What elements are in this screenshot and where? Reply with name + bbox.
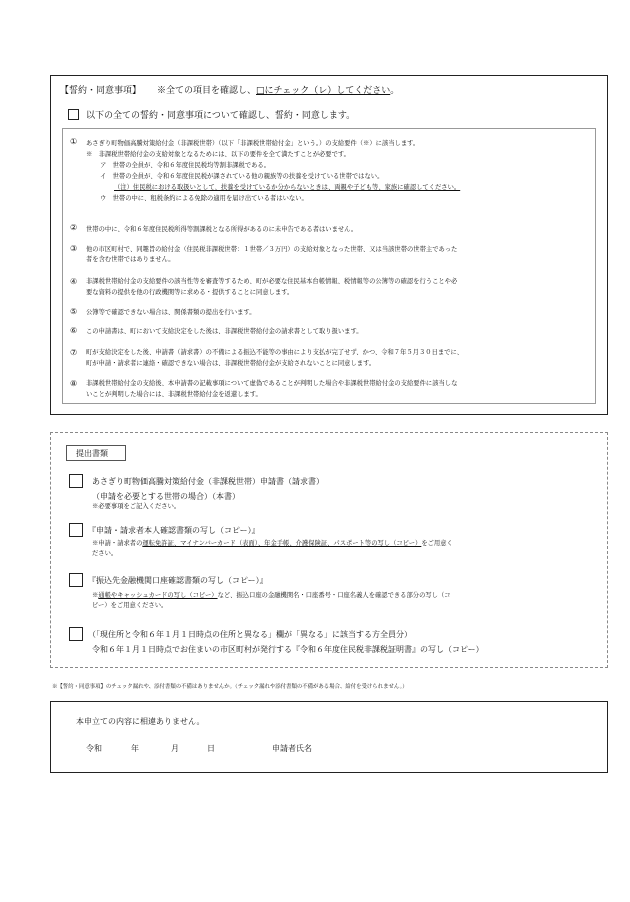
item-1-line: あさぎり町物価高騰対策給付金（非課税世帯）（以下「非課税世帯給付金」という。）の支給要件（※）に該当します。 [86, 140, 420, 147]
doc3-note: ピー）をご用意ください。 [92, 602, 168, 609]
all-agree-checkbox[interactable] [68, 109, 79, 120]
item-1-note: （注）住民税における取扱いとして、扶養を受けているか分からないときは、両親や子ども等、家族に確認してください。 [114, 184, 461, 191]
item-number: ⑦ [70, 348, 78, 357]
doc4-title: 令和６年１月１日時点でお住まいの市区町村が発行する『令和６年度住民税非課税証明書』の写し（コピー） [92, 645, 484, 654]
doc4-checkbox[interactable] [69, 627, 83, 641]
item-6-line: この申請書は、町において支給決定をした後は、非課税世帯給付金の請求書として取り扱います。 [86, 328, 363, 335]
item-number: ⑥ [70, 326, 78, 335]
doc1-checkbox[interactable] [69, 474, 83, 488]
item-number: ⑧ [70, 379, 78, 388]
item-1-line: ※ 非課税世帯給付金の支給対象となるためには、以下の要件を全て満たすことが必要です。 [86, 151, 350, 158]
item-3-line: 他の市区町村で、同趣旨の給付金（住民税非課税世帯：１世帯／３万円）の支給対象となった世帯、又は当該世帯の世帯主であった [86, 246, 458, 253]
item-8-line: 非課税世帯給付金の支給後、本申請書の記載事項について虚偽であることが判明した場合や非課税世帯給付金の支給要件に該当しな [86, 380, 458, 387]
item-number: ④ [70, 277, 78, 286]
era-label: 令和 [86, 744, 102, 753]
item-number: ⑤ [70, 307, 78, 316]
item-2-line: 世帯の中に、令和６年度住民税所得等割課税となる所得があるのに未申告である者はいません。 [86, 226, 358, 233]
doc2-note: ださい。 [92, 550, 118, 557]
doc1-note: ※必要事項をご記入ください。 [92, 503, 181, 510]
declaration-frame [50, 701, 608, 773]
item-7-line: 町が支給決定をした後、申請書（請求書）の不備による振込不能等の事由により支払が完了せず、かつ、令和７年５月３０日までに、 [86, 349, 464, 356]
declaration-text: 本申立ての内容に相違ありません。 [76, 717, 205, 726]
item-1-line: ウ 世帯の中に、租税条約による免除の適用を届け出ている者はいない。 [100, 195, 308, 202]
doc3-checkbox[interactable] [69, 573, 83, 587]
item-8-line: いことが判明した場合には、非課税世帯給付金を返還します。 [86, 391, 262, 398]
doc2-title: 『申請・請求者本人確認書類の写し（コピー）』 [88, 526, 260, 535]
doc2-note: ※申請・請求者の運転免許証、マイナンバーカード（表面）、年金手帳、介護保険証、パスポート等の写し（コピー）をご用意く [92, 540, 453, 547]
doc1-subtitle: （申請を必要とする世帯の場合）（本書） [92, 492, 240, 501]
year-label: 年 [131, 744, 139, 753]
item-number: ① [70, 137, 78, 146]
doc3-title: 『振込先金融機関口座確認書類の写し（コピー）』 [88, 576, 268, 585]
applicant-name-label: 申請者氏名 [272, 744, 312, 753]
item-3-line: 者を含む世帯ではありません。 [86, 256, 175, 263]
item-number: ③ [70, 244, 78, 253]
item-7-line: 町が申請・請求者に連絡・確認できない場合は、非課税世帯給付金が支給されないことに同意します。 [86, 360, 376, 367]
documents-heading: 提出書類 [76, 449, 108, 458]
doc1-title: あさぎり町物価高騰対策給付金（非課税世帯）申請書（請求書） [92, 477, 324, 486]
doc2-checkbox[interactable] [69, 523, 83, 537]
agreement-heading: 【誓約・同意事項】 [60, 86, 142, 96]
item-1-line: ア 世帯の全員が、令和６年度住民税均等割非課税である。 [100, 162, 271, 169]
day-label: 日 [207, 744, 215, 753]
month-label: 月 [171, 744, 179, 753]
doc3-note: ※通帳やキャッシュカードの写し（コピー）など、振込口座の金融機関名・口座番号・口座名義人を確認できる部分の写し（コ [92, 592, 451, 599]
item-5-line: 公簿等で確認できない場合は、関係書類の提出を行います。 [86, 309, 256, 316]
footnote: ※【誓約・同意事項】のチェック漏れや、添付書類の不備はありませんか。（チェック漏れや添付書類の不備がある場合、給付を受けられません。） [52, 684, 408, 690]
item-1-line: イ 世帯の全員が、令和６年度住民税が課されている他の親族等の扶養を受けている世帯ではない。 [100, 173, 384, 180]
item-number: ② [70, 223, 78, 232]
item-4-line: 要な資料の提供を他の行政機関等に求める・提供することに同意します。 [86, 289, 294, 296]
all-agree-label: 以下の全ての誓約・同意事項について確認し、誓約・同意します。 [86, 111, 356, 121]
agreement-instruction: ※全ての項目を確認し、□にチェック（レ）してください。 [157, 86, 400, 96]
applicant-name-field[interactable] [320, 738, 590, 756]
doc4-title: （「現住所と令和６年１月１日時点の住所と異なる」欄が「異なる」に該当する方全員分） [88, 630, 412, 639]
item-4-line: 非課税世帯給付金の支給要件の該当性等を審査等するため、町が必要な住民基本台帳情報、税情報等の公簿等の確認を行うことや必 [86, 278, 458, 285]
